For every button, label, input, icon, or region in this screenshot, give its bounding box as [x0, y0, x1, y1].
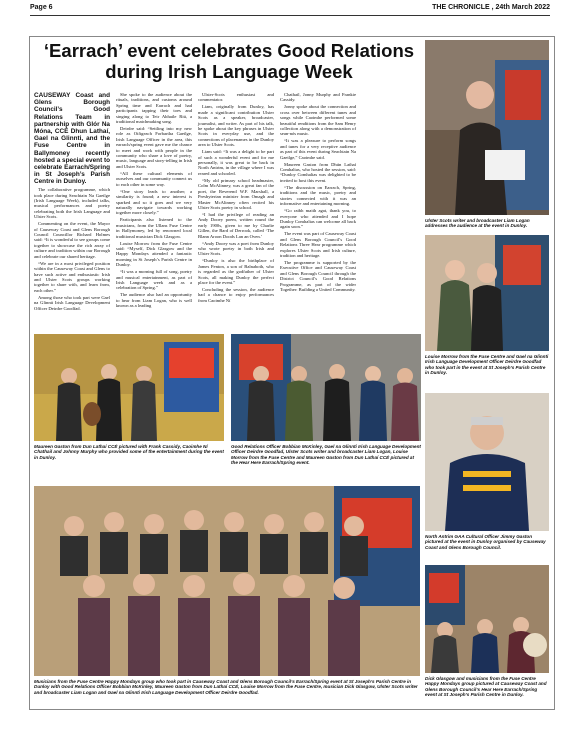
caption-right-1: Ulster Scots writer and broadcaster Liam Logan addresses the audience at the event in Dunloy.: [425, 218, 530, 229]
photo-louise-deirdre: [425, 235, 549, 351]
body-paragraph: “It was a morning full of song, poetry and musical entertainment, as part of Irish Language week and as a celebration of Spring.”: [116, 269, 192, 291]
body-paragraph: “It was a pleasure to perform songs and tunes for a very receptive audience as part of this event during Seachtain Na Gaeilge,” Caoimhe said.: [280, 138, 356, 160]
body-paragraph: Maureen Gaston from Dhún Lathaí Comhaltas, who hosted the session, said: “Dunloy Comhaltas was delighted to be invited to host this event.: [280, 161, 356, 183]
column-4-body: [280, 92, 356, 292]
body-paragraph: “Go raibh maith agat, thank you, to everyone who attended and I hope Dunloy Comhaltas can welcome all back again soon.”: [280, 208, 356, 230]
column-3-body: [198, 92, 274, 303]
column-2: [116, 92, 192, 310]
page-number: Page 6: [30, 4, 53, 11]
photo-dick-glasgow: [425, 565, 549, 673]
caption-mid-right: Good Relations Officer Bobbian McKinley, Gael na Glinnti Irish Language Development Officer Deirdre Goodfad, Ulster Scots writer and broadcaster Liam Logan, Louise Morrow from the Fuse Centre and Maureen Gaston from Dun Lathaí CCÉ pictured at the Hear Here Earrach/Spring event.: [231, 444, 421, 465]
body-paragraph: “Dunloy is also the birthplace of James Fenton, a son of Balnaboth, who is regarded as the godfather of Ulster Scots, all making Dunloy the perfect place for the event.”: [198, 258, 274, 285]
body-paragraph: “I had the privilege of reading an Andy Dooey poem, written round the early 1900s, given to me by Charlie Gillen, the Bard of Derrook, called ‘The Blann Aroon Doods Lan an Oven.’: [198, 211, 274, 239]
body-paragraph: Concluding the session, the audience had a chance to enjoy performances from Caoimhe Ní: [198, 286, 274, 303]
body-paragraph: Liam, originally from Dunloy, has made a significant contribution Ulster Scots as a speaker, broadcaster, journalist, and writer. As part of his talk, he spoke about the key phrases in Ulster Scots in everyday use, and the connections of placenames in the Dunloy area to Ulster Scots.: [198, 104, 274, 148]
caption-right-3: North Antrim GAA Cultural Officer Jimmy Gaston pictured at the event in Dunloy organised by Causeway Coast and Glens Borough Council.: [425, 534, 546, 550]
caption-right-2: Louise Morrow from the Fuse Centre and Gael na Glinnti Irish Language Development Officer Deirdre Goodfad who took part in the event at St Joseph’s Parish Centre in Dunloy.: [425, 354, 549, 375]
column-2-body: [116, 92, 192, 309]
body-paragraph: Participants also listened to the musicians, from the Ullans Fuse Centre in Ballymoney, led by renowned local traditional musician Dick Glasgow.: [116, 217, 192, 239]
caption-bottom: Musicians from the Fuse Centre Happy Mondays group who took part in Causeway Coast and Glens Borough Council’s Earrach/Spring event at St Joseph’s Parish Centre in Dunloy with Good Relations Officer Bobbian McKinley, Maureen Gaston from Dun Lathaí CCÉ, Louise Morrow from the Fuse Centre, musician Dick Glasgow, Ulster Scots writer and broadcaster Liam Logan and Gael na Glinnti Irish Language Development Officer Deirdre Goodfad.: [34, 679, 418, 695]
caption-mid-left: Maureen Gaston from Dun Lathaí CCÉ pictured with Frank Cassidy, Caoimhe Ní Chathail and Johnny Murphy who provided some of the entertainment during the event in Dunloy.: [34, 444, 224, 460]
column-3: [198, 92, 274, 305]
body-paragraph: Among those who took part were Gael na Glinnti Irish Language Development Officer Deirdre Goodfad.: [34, 294, 110, 311]
photo-jimmy-gaston: [425, 393, 549, 531]
caption-right-4: Dick Glasgow and musicians from the Fuse Centre Happy Mondays group pictured at Causeway Coast and Glens Borough Council’s Hear Here Earrach/Spring event at St Joseph’s Parish Centre in Dunloy.: [425, 676, 547, 697]
body-paragraph: Chathail, Jonny Murphy and Frankie Cassidy.: [280, 92, 356, 103]
lead-paragraph: CAUSEWAY Coast and Glens Borough Council’s Good Relations Team in partnership with Glór Na Móna, CCÉ Dhun Lathaí, Gael na Glinnti, and the Fuse Centre in Ballymoney recently hosted a special event to celebrate Earrach/Spring in St Joseph’s Parish Centre in Dunloy.: [34, 92, 111, 186]
body-paragraph: Louise Morrow from the Fuse Centre said: “Myself, Dick Glasgow and the Happy Mondays attended a fantastic morning in St Joseph’s Parish Centre in Dunloy.: [116, 240, 192, 268]
body-paragraph: “All these cultural elements of ourselves and our community connect us to each other in some way.: [116, 170, 192, 187]
body-paragraph: “My old primary school headmaster, Colm McAlinney, was a great fan of the poet, the Reverend W.F. Marshall, a Presbyterian minister from Omagh and Master McAlinney often recited his Ulster Scots poetry in school.: [198, 177, 274, 210]
body-paragraph: “The discussion on Earrach, Spring, traditions and the music, poetry and stories connected with it was an informative and entertaining morning.: [280, 184, 356, 207]
body-paragraph: The programme is supported by the Executive Office and Causeway Coast and Glens Borough Council through the District Council’s Good Relations Programme, as part of the wider Together: Building a United Community.: [280, 259, 356, 292]
column-4: [280, 92, 356, 294]
photo-musicians-trio: [34, 334, 224, 441]
body-paragraph: Commenting on the event, the Mayor of Causeway Coast and Glens Borough Council Councillor Richard Holmes said: “It is wonderful to see groups come together to showcase the rich array of culture and tradition within our Borough and celebrate our shared heritage.: [34, 221, 110, 259]
body-paragraph: Deirdre said: “Settling into my new role as Oifigeach Forbartha Gaeilge, Irish Language Officer in the area, this earrach/spring event gave me the chance to meet and work with people in the community who share a love of poetry, music, language and story-telling in Irish and Ulster Scots.: [116, 126, 192, 169]
body-paragraph: Ulster-Scots enthusiast and commentator.: [198, 92, 274, 103]
photo-group-five: [231, 334, 421, 441]
column-1-body: [34, 187, 110, 311]
photo-group-large: [34, 486, 420, 676]
body-paragraph: “Andy Dooey was a poet from Dunloy who wrote poetry in both Irish and Ulster Scots.: [198, 240, 274, 257]
body-paragraph: The event was part of Causeway Coast and Glens Borough Council’s Good Relations Three Hear programme which explores Ulster Scots and Irish culture, tradition and heritage.: [280, 231, 356, 258]
header-rule: [30, 15, 550, 16]
body-paragraph: “We are in a most privileged position within the Causeway Coast and Glens to have such active and enthusiastic Irish and Ulster Scots groups working together to share with, and learn from, each other.”: [34, 260, 110, 293]
body-paragraph: “One story leads to another; a similarity is found; a new interest is sparked and so it goes and we very naturally navigate towards working together more closely.”: [116, 188, 192, 216]
masthead: THE CHRONICLE , 24th March 2022: [432, 4, 550, 11]
body-paragraph: The collaborative programme, which took place during Seachtain Na Gaeilge (Irish Language Week), included talks, musical performances and poetry celebrating both the Irish Language and Ulster Scots.: [34, 187, 110, 220]
body-paragraph: The audience also had an opportunity to hear from Liam Logan, who is well known as a leading: [116, 292, 192, 309]
headline: ‘Earrach’ event celebrates Good Relations during Irish Language Week: [43, 40, 415, 82]
photo-liam-logan: [425, 40, 549, 215]
column-1: [34, 92, 110, 313]
body-paragraph: Jonny spoke about the connection and cross over between different tunes and songs while Caoimhe performed some beautiful renditions from the Sam Henry collection along with a demonstration of sean-nós music.: [280, 104, 356, 137]
body-paragraph: She spoke to the audience about the rituals, traditions, and customs around Spring time and Earrach and had participants tapping their toes and singing along to Teir Abhaile Riú, a traditional matchmaking song.: [116, 92, 192, 125]
body-paragraph: Liam said: “It was a delight to be part of such a wonderful event and for me personally, it was great to be back in North Antrim, in the village where I was reared and schooled.: [198, 149, 274, 176]
